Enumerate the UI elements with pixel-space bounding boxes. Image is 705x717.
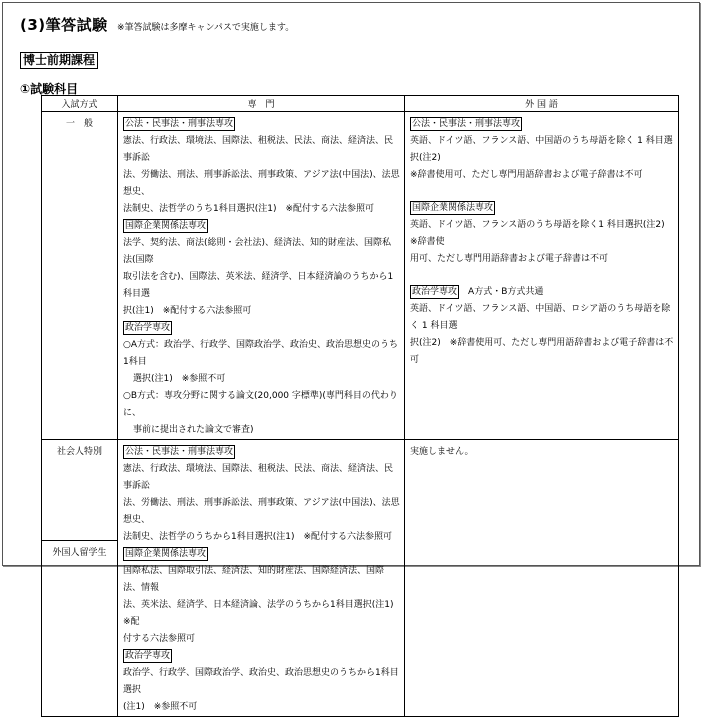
major-tag-international-business-law: 国際企業関係法専攻	[412, 203, 494, 213]
major-tag-political-science: 政治学専攻	[412, 287, 458, 297]
header-exam-method: 入試方式	[42, 96, 118, 112]
text-line: 憲法、行政法、環境法、国際法、租税法、民法、商法、経済法、民事訴訟	[123, 464, 394, 491]
text-line: 法制史、法哲学のうちから1科目選択(注1) ※配付する六法参照可	[123, 532, 393, 542]
major-tag-political-science: 政治学専攻	[125, 651, 171, 661]
major-tag-public-law: 公法・民事法・刑事法専攻	[125, 447, 234, 457]
text-line: 法、労働法、刑法、刑事訴訟法、刑事政策、アジア法(中国法)、法思想史、	[123, 498, 400, 525]
text-line: 事前に提出された論文で審査)	[133, 425, 254, 435]
header-language: 外 国 語	[405, 96, 679, 112]
major-tag-public-law: 公法・民事法・刑事法専攻	[125, 119, 234, 129]
international-student-label: 外国人留学生	[52, 548, 107, 558]
special-language-cell	[405, 440, 679, 717]
text-line: ○A方式：政治学、行政学、国際政治学、政治史、政治思想史のうち1科目	[123, 340, 399, 367]
general-language-cell	[405, 112, 679, 440]
text-line: 憲法、行政法、環境法、国際法、租税法、民法、商法、経済法、民事訴訟	[123, 136, 394, 163]
special-specialty-cell	[118, 440, 405, 717]
course-heading: 博士前期課程	[20, 52, 98, 69]
major-tag-public-law: 公法・民事法・刑事法専攻	[412, 119, 521, 129]
table-row-special	[42, 440, 679, 717]
text-line: 法制史、法哲学のうち1科目選択(注1) ※配付する六法参照可	[123, 204, 375, 214]
text-line: 用可、ただし専門用語辞書および電子辞書は不可	[410, 254, 609, 264]
major-tag-international-business-law: 国際企業関係法専攻	[125, 549, 207, 559]
text-line: 択(注2) ※辞書使用可、ただし専門用語辞書および電子辞書は不可	[410, 338, 674, 365]
text-line: 選択(注1) ※参照不可	[133, 374, 226, 384]
general-specialty-cell	[118, 112, 405, 440]
header-specialty: 専 門	[118, 96, 405, 112]
text-line: 法、英米法、経済学、日本経済論、法学のうちから1科目選択(注1) ※配	[123, 600, 403, 627]
text-line: 法学、契約法、商法(総則・会社法)、経済法、知的財産法、国際私法(国際	[123, 238, 392, 265]
text-line: 英語、ドイツ語、フランス語、中国語のうち母語を除く 1 科目選択(注2)	[410, 136, 673, 163]
general-label: 一 般	[65, 119, 93, 129]
text-line: (注1) ※参照不可	[123, 702, 198, 712]
exam-subjects-table	[41, 95, 679, 717]
text-line: 政治学、行政学、国際政治学、政治史、政治思想史のうちから1科目選択	[123, 668, 399, 695]
section-note: ※筆答試験は多摩キャンパスで実施します。	[117, 23, 295, 33]
political-science-method-note: A方式・B方式共通	[468, 287, 544, 297]
text-line: 英語、ドイツ語、フランス語のうち母語を除く1 科目選択(注2) ※辞書使	[410, 220, 674, 247]
subject-heading: ①試験科目	[20, 82, 79, 96]
section-title: (3)筆答試験	[20, 16, 108, 34]
special-label-cell	[42, 440, 118, 717]
major-tag-international-business-law: 国際企業関係法専攻	[125, 221, 207, 231]
text-line: 取引法を含む)、国際法、英米法、経済学、日本経済論のうちから1科目選	[123, 272, 394, 299]
text-line: 英語、ドイツ語、フランス語、中国語、ロシア語のうち母語を除く 1 科目選	[410, 304, 671, 331]
text-line: 択(注1) ※配付する六法参照可	[123, 306, 252, 316]
text-line: 法、労働法、刑法、刑事訴訟法、刑事政策、アジア法(中国法)、法思想史、	[123, 170, 400, 197]
not-conducted-text: 実施しません。	[410, 447, 474, 457]
text-line: ※辞書使用可、ただし専門用語辞書および電子辞書は不可	[410, 170, 643, 180]
table-row-general	[42, 112, 679, 440]
working-adult-label: 社会人特別	[56, 447, 102, 457]
table-header-row	[42, 96, 679, 112]
text-line: ○B方式：専攻分野に関する論文(20,000 字標準)(専門科目の代わりに、	[123, 391, 398, 418]
text-line: 国際私法、国際取引法、経済法、知的財産法、国際経済法、国際法、情報	[123, 566, 385, 593]
general-label-cell	[42, 112, 118, 440]
major-tag-political-science: 政治学専攻	[125, 323, 171, 333]
text-line: 付する六法参照可	[123, 634, 196, 644]
